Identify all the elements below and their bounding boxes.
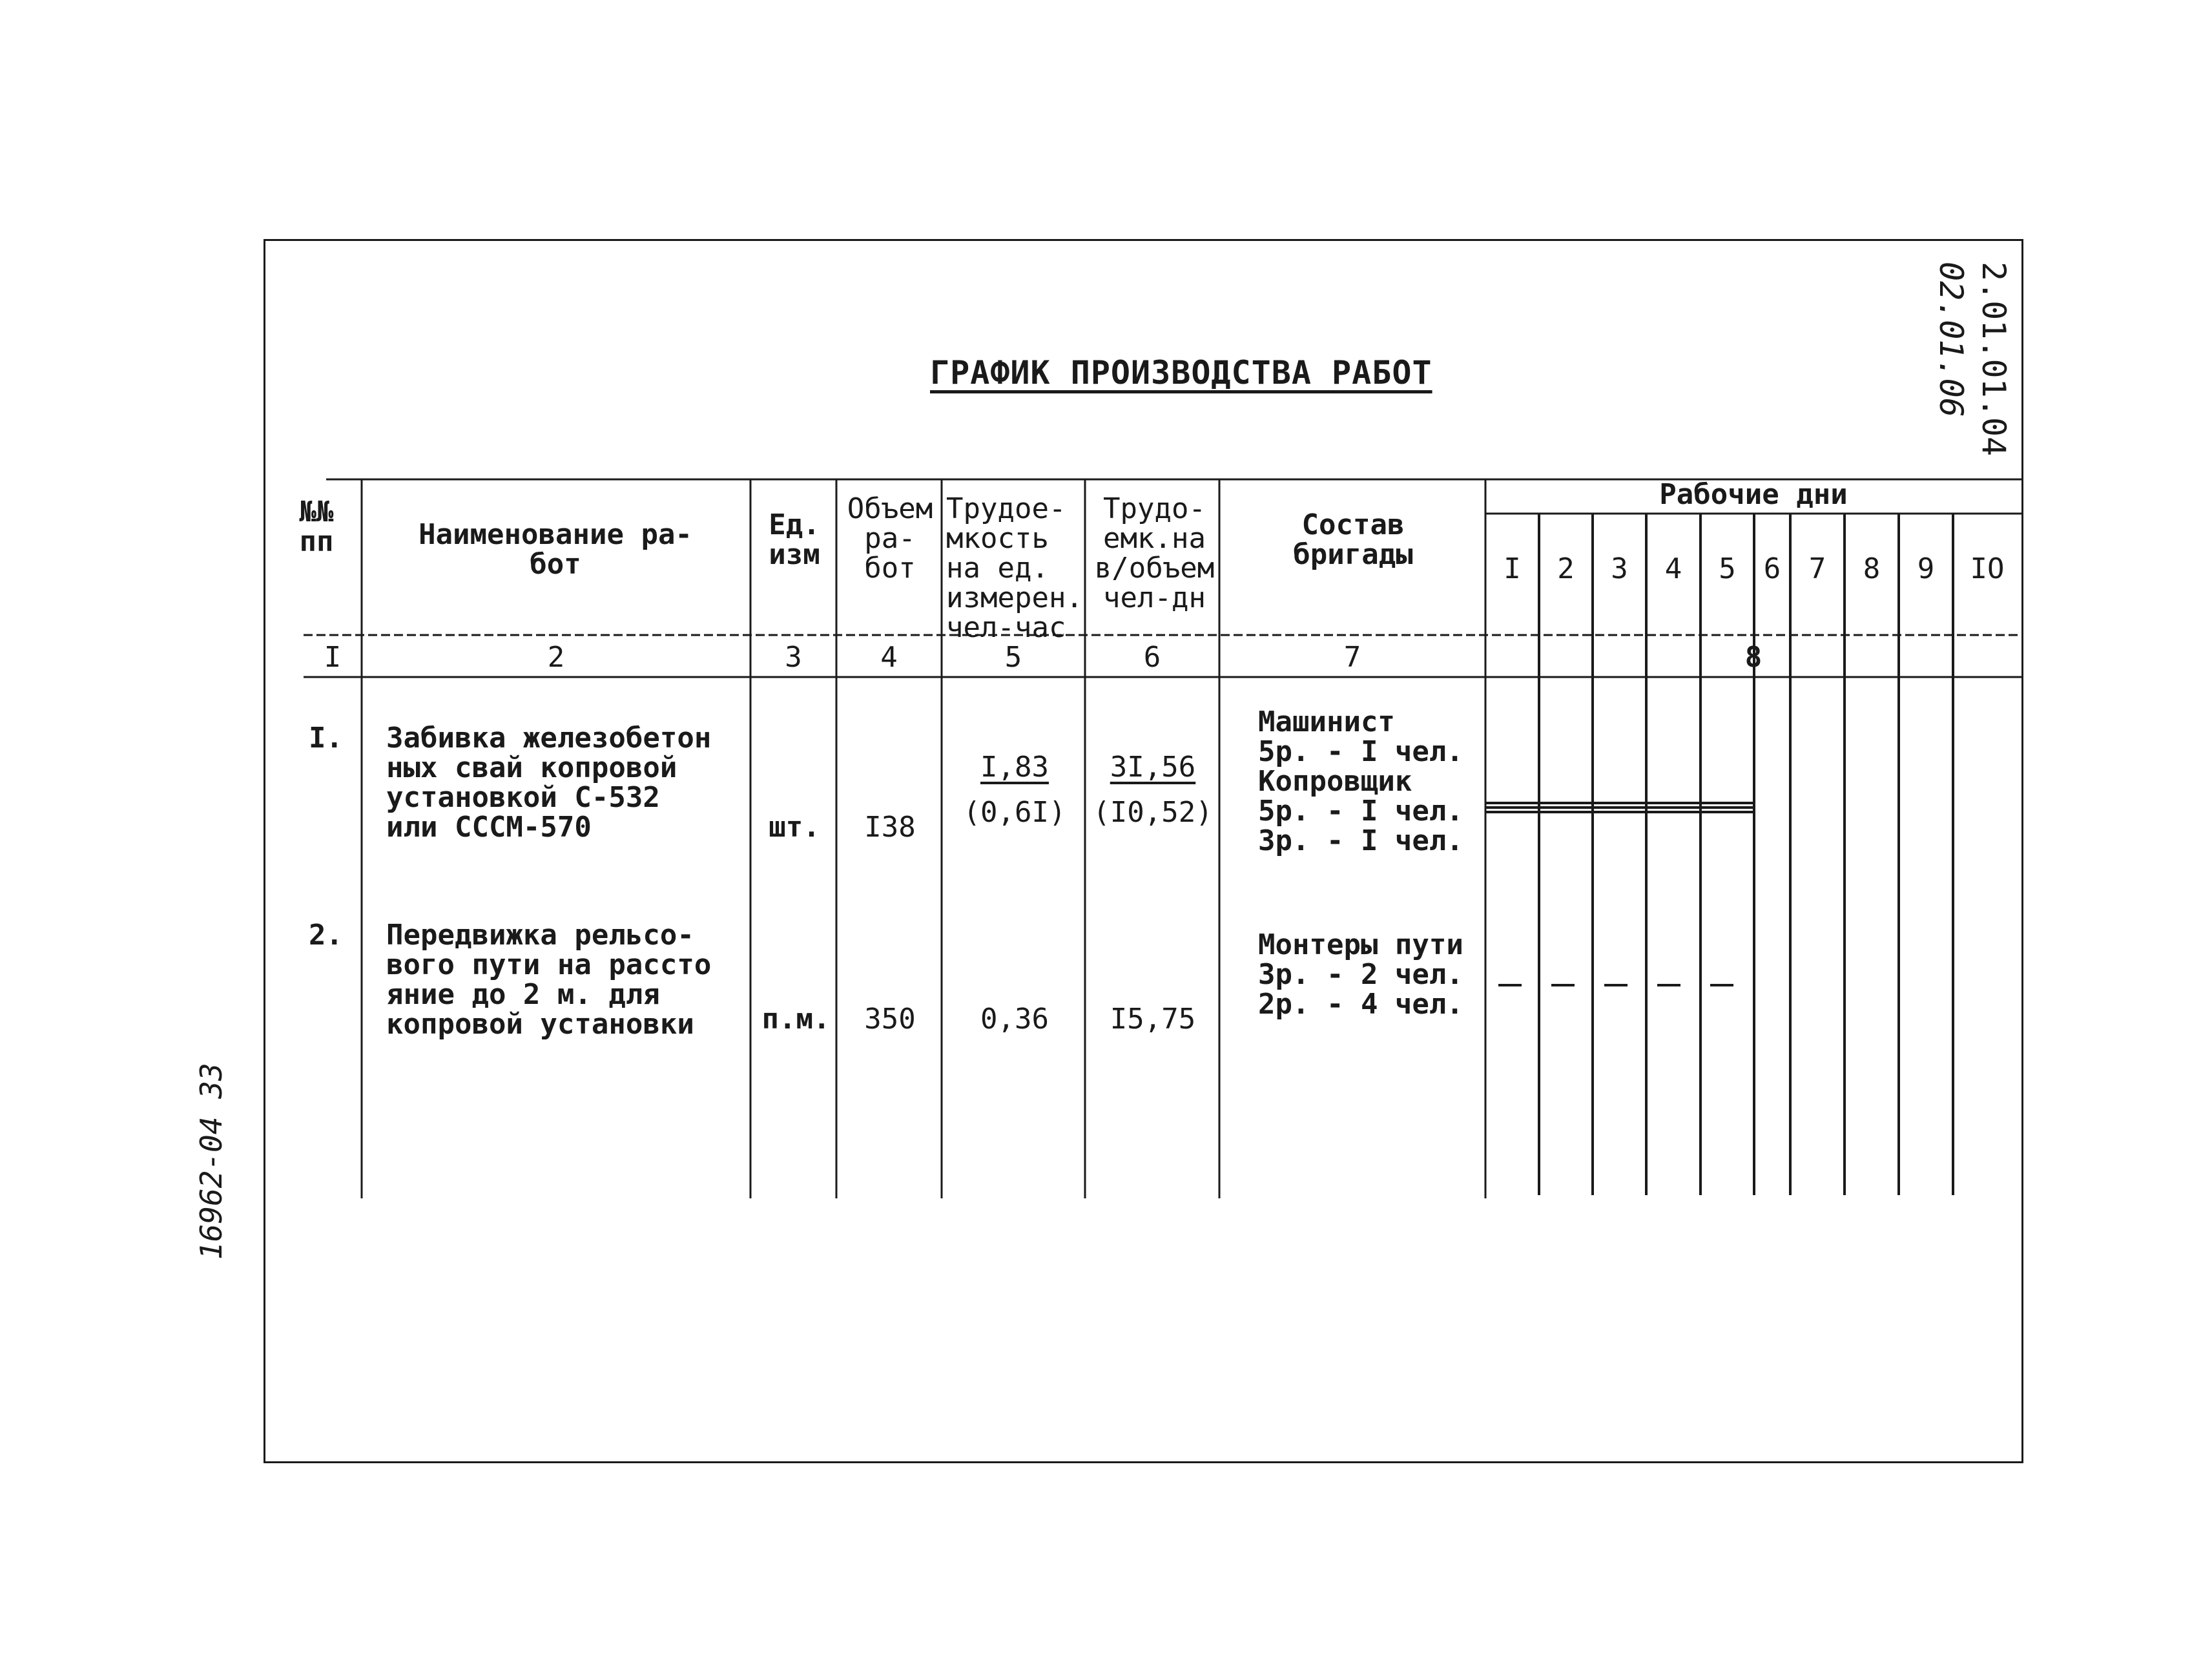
col-number-3: 3 xyxy=(785,641,802,674)
day-number-2: 2 xyxy=(1557,552,1575,585)
day-number-7: 7 xyxy=(1808,552,1826,585)
day-number-1: I xyxy=(1504,552,1521,585)
day-number-8: 8 xyxy=(1863,552,1881,585)
header-unit: Ед. изм xyxy=(769,508,820,571)
header-labor-total: Трудо- емк.на в/объем чел-дн xyxy=(1094,492,1215,614)
col-number-5: 5 xyxy=(1004,641,1022,674)
col-number-1: I xyxy=(324,641,342,674)
row-1-labor-total-bottom: (I0,52) xyxy=(1093,796,1213,829)
day-number-6: 6 xyxy=(1763,552,1781,585)
row-2-name: Передвижка рельсо- вого пути на рассто яние до 2 м. для копровой установки xyxy=(386,919,712,1041)
row-1-crew: Машинист 5р. - I чел. Копровщик 5р. - I чел. 3р. - I чел. xyxy=(1258,705,1463,857)
doc-code-2: 02.01.06 xyxy=(1932,262,1970,417)
doc-code-1: 2.01.01.04 xyxy=(1975,262,2012,457)
row-1-labor-unit-bottom: (0,6I) xyxy=(963,796,1066,829)
day-number-10: IO xyxy=(1970,552,2005,585)
row-2-labor-unit: 0,36 xyxy=(980,1003,1049,1036)
row-1-name: Забивка железобетон ных свай копровой установкой С-532 или СССМ-570 xyxy=(386,722,712,844)
header-working-days: Рабочие дни xyxy=(1659,478,1848,511)
row-2-num: 2. xyxy=(309,919,343,952)
header-crew: Состав бригады xyxy=(1293,508,1413,571)
day-number-4: 4 xyxy=(1664,552,1682,585)
row-1-labor-total-top: 3I,56 xyxy=(1110,751,1196,784)
document-title: ГРАФИК ПРОИЗВОДСТВА РАБОТ xyxy=(930,354,1432,391)
day-number-5: 5 xyxy=(1719,552,1736,585)
row-2-labor-total: I5,75 xyxy=(1110,1003,1196,1036)
col-number-7: 7 xyxy=(1343,641,1361,674)
header-num: №№ пп xyxy=(299,495,334,558)
header-volume: Объем ра- бот xyxy=(847,492,933,585)
header-labor-unit: Трудое- мкость на ед. измерен. чел-час xyxy=(946,492,1083,644)
row-2-crew: Монтеры пути 3р. - 2 чел. 2р. - 4 чел. xyxy=(1258,928,1463,1021)
row-1-volume: I38 xyxy=(864,811,916,844)
row-1-unit: шт. xyxy=(769,811,820,844)
day-number-3: 3 xyxy=(1611,552,1628,585)
row-2-unit: п.м. xyxy=(761,1003,831,1036)
row-2-volume: 350 xyxy=(864,1003,916,1036)
header-name: Наименование ра- бот xyxy=(419,518,692,581)
side-note-text: 16962-04 33 xyxy=(194,1063,229,1260)
row-1-num: I. xyxy=(309,722,343,755)
row-1-labor-unit-top: I,83 xyxy=(980,751,1049,784)
col-number-4: 4 xyxy=(880,641,898,674)
col-number-2: 2 xyxy=(547,641,565,674)
col-number-6: 6 xyxy=(1143,641,1161,674)
col-number-8: 8 xyxy=(1744,641,1762,674)
day-number-9: 9 xyxy=(1917,552,1935,585)
